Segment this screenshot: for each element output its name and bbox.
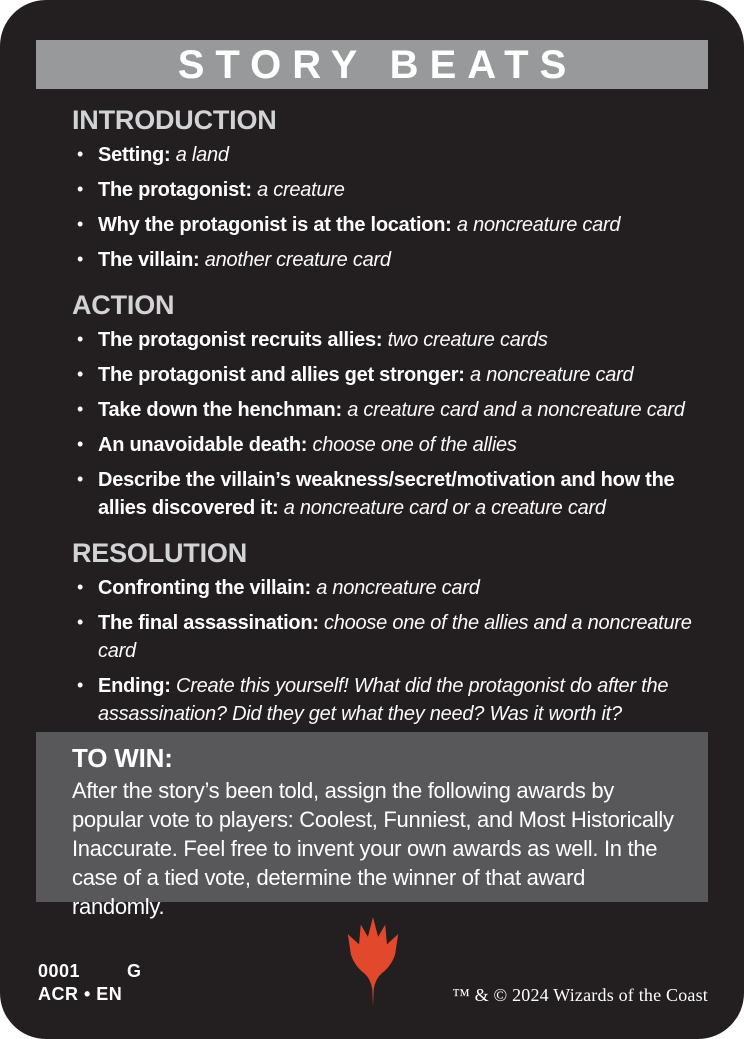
beat-item — [36, 211, 708, 239]
beat-value: a creature card and a noncreature card — [347, 399, 685, 421]
beat-value: two creature cards — [387, 329, 548, 351]
bullet-icon: • — [77, 399, 84, 419]
beat-list — [36, 326, 708, 522]
beat-item — [36, 396, 708, 424]
beat-item — [36, 609, 708, 665]
set-language-code: ACR • EN — [38, 984, 123, 1004]
section-action — [36, 289, 708, 522]
beat-label: The protagonist recruits allies: — [98, 329, 383, 351]
bullet-icon: • — [77, 249, 84, 269]
rarity-code: G — [127, 961, 142, 981]
planeswalker-icon — [339, 916, 407, 1008]
bullet-icon: • — [77, 577, 84, 597]
section-heading: RESOLUTION — [72, 538, 248, 568]
beat-label: The final assassination: — [98, 612, 319, 634]
beat-label: The protagonist: — [98, 179, 252, 201]
beat-label: The villain: — [98, 249, 200, 271]
beat-item — [36, 246, 708, 274]
beat-value: a creature — [257, 179, 345, 201]
section-heading: ACTION — [72, 290, 175, 320]
beat-label: An unavoidable death: — [98, 434, 308, 456]
beat-label: Setting: — [98, 144, 171, 166]
bullet-icon: • — [77, 329, 84, 349]
bullet-icon: • — [77, 612, 84, 632]
to-win-body: After the story’s been told, assign the following awards by popular vote to players: Coolest, Funniest, and Most Historically Inaccurate. Feel free to invent your own awards as well. In the case of a tied vote, determine the winner of that award randomly. — [72, 778, 674, 919]
bullet-icon: • — [77, 434, 84, 454]
beat-value: another creature card — [204, 249, 391, 271]
beat-item — [36, 574, 708, 602]
beat-label: Take down the henchman: — [98, 399, 342, 421]
beat-list — [36, 574, 708, 728]
section-heading: INTRODUCTION — [72, 105, 277, 135]
beat-value: a noncreature card — [470, 364, 634, 386]
collector-info — [38, 960, 142, 1006]
beat-item — [36, 431, 708, 459]
beat-label: The protagonist and allies get stronger: — [98, 364, 465, 386]
bullet-icon: • — [77, 364, 84, 384]
beat-item — [36, 326, 708, 354]
card-body — [36, 96, 708, 728]
collector-row — [38, 960, 142, 983]
beat-item — [36, 141, 708, 169]
beat-label: Describe the villain’s weakness/secret/motivation and how the allies discovered it: — [98, 469, 675, 519]
bullet-icon: • — [77, 179, 84, 199]
beat-item — [36, 466, 708, 522]
beat-value: choose one of the allies — [312, 434, 517, 456]
title-bar — [36, 40, 708, 89]
section-resolution — [36, 537, 708, 728]
beat-value: Create this yourself! What did the protagonist do after the assassination? Did they get what they need? Was it worth it? — [98, 675, 669, 725]
beat-value: a noncreature card — [456, 214, 621, 236]
beat-value: a noncreature card — [316, 577, 480, 599]
beat-value: a noncreature card or a creature card — [283, 497, 606, 519]
beat-value: a land — [175, 144, 229, 166]
bullet-icon: • — [77, 675, 84, 695]
beat-label: Confronting the villain: — [98, 577, 311, 599]
beat-item — [36, 672, 708, 728]
to-win-heading: TO WIN: — [72, 743, 173, 773]
beat-list — [36, 141, 708, 274]
bullet-icon: • — [77, 214, 84, 234]
card-title: STORY BEATS — [177, 42, 578, 87]
copyright-text: ™ & © 2024 Wizards of the Coast — [452, 985, 708, 1005]
bullet-icon: • — [77, 469, 84, 489]
beat-label: Why the protagonist is at the location: — [98, 214, 452, 236]
bullet-icon: • — [77, 144, 84, 164]
collector-number: 0001 — [38, 961, 81, 981]
beat-value: choose one of the allies and a noncreature card — [98, 612, 692, 662]
beat-item — [36, 361, 708, 389]
beat-item — [36, 176, 708, 204]
section-introduction — [36, 104, 708, 274]
beat-label: Ending: — [98, 675, 171, 697]
to-win-box — [36, 732, 708, 919]
